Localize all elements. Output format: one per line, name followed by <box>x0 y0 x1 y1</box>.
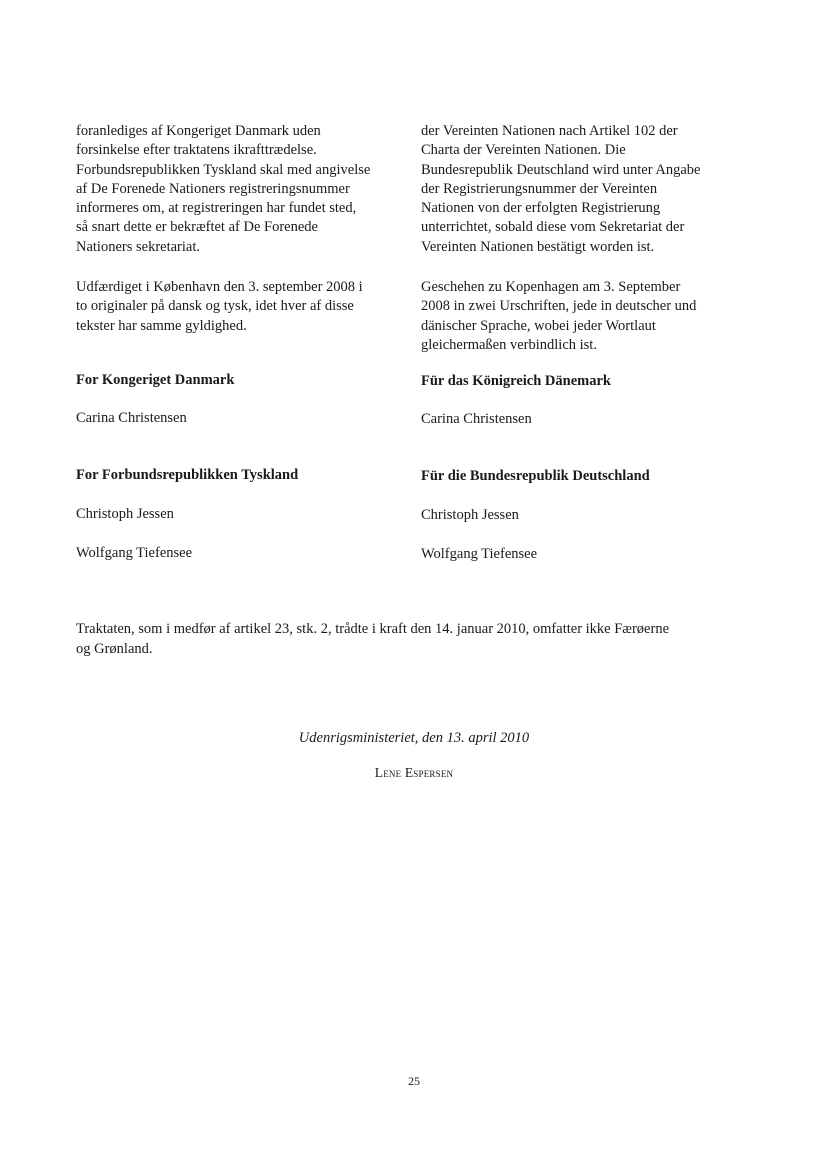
danish-signer-tiefensee: Wolfgang Tiefensee <box>76 545 193 561</box>
german-column <box>421 122 751 257</box>
danish-signer-jessen: Christoph Jessen <box>76 506 174 522</box>
danish-column-closing <box>76 278 406 336</box>
danish-paragraph-done-at: Udfærdiget i København den 3. september 2008 i to originaler på dansk og tysk, idet hver af disse tekster har samme gyldighed. <box>76 279 363 334</box>
german-signer-jessen: Christoph Jessen <box>421 507 519 523</box>
danish-heading-germany: For Forbundsrepublikken Tyskland <box>76 467 299 483</box>
danish-paragraph-registration: foranlediges af Kongeriget Danmark uden forsinkelse efter traktatens ikrafttrædelse. Forbundsrepublikken Tyskland skal med angivelse af De Forenede Nationers registreringsnummer informeres om, at registreringen har fundet sted, så snart dette er bekræftet af De Forenede Nationers sekretariat. <box>76 123 371 255</box>
german-heading-denmark: Für das Königreich Dänemark <box>421 373 611 389</box>
german-signer-christensen: Carina Christensen <box>421 411 532 427</box>
german-paragraph-done-at: Geschehen zu Kopenhagen am 3. September 2008 in zwei Urschriften, jede in deutscher und dänischer Sprache, wobei jeder Wortlaut gleichermaßen verbindlich ist. <box>421 279 697 353</box>
minister-name: Lene Espersen <box>374 765 454 780</box>
german-column-closing <box>421 278 751 355</box>
danish-heading-denmark: For Kongeriget Danmark <box>76 372 235 388</box>
german-paragraph-registration: der Vereinten Nationen nach Artikel 102 der Charta der Vereinten Nationen. Die Bundesrepublik Deutschland wird unter Angabe der Registrierungsnummer der Vereinten Nationen von der erfolgten Registrierung unterrichtet, sobald diese vom Sekretariat der Vereinten Nationen bestätigt worden ist. <box>421 123 701 255</box>
treaty-entry-into-force-note: Traktaten, som i medfør af artikel 23, stk. 2, trådte i kraft den 14. januar 2010, omfatter ikke Færøerne og Grønland. <box>76 621 669 657</box>
german-signer-tiefensee: Wolfgang Tiefensee <box>421 546 538 562</box>
german-heading-germany: Für die Bundesrepublik Deutschland <box>421 468 650 484</box>
danish-column <box>76 122 406 257</box>
danish-signer-christensen: Carina Christensen <box>76 410 187 426</box>
page-number: 25 <box>408 1074 420 1088</box>
place-and-date: Udenrigsministeriet, den 13. april 2010 <box>298 730 530 746</box>
